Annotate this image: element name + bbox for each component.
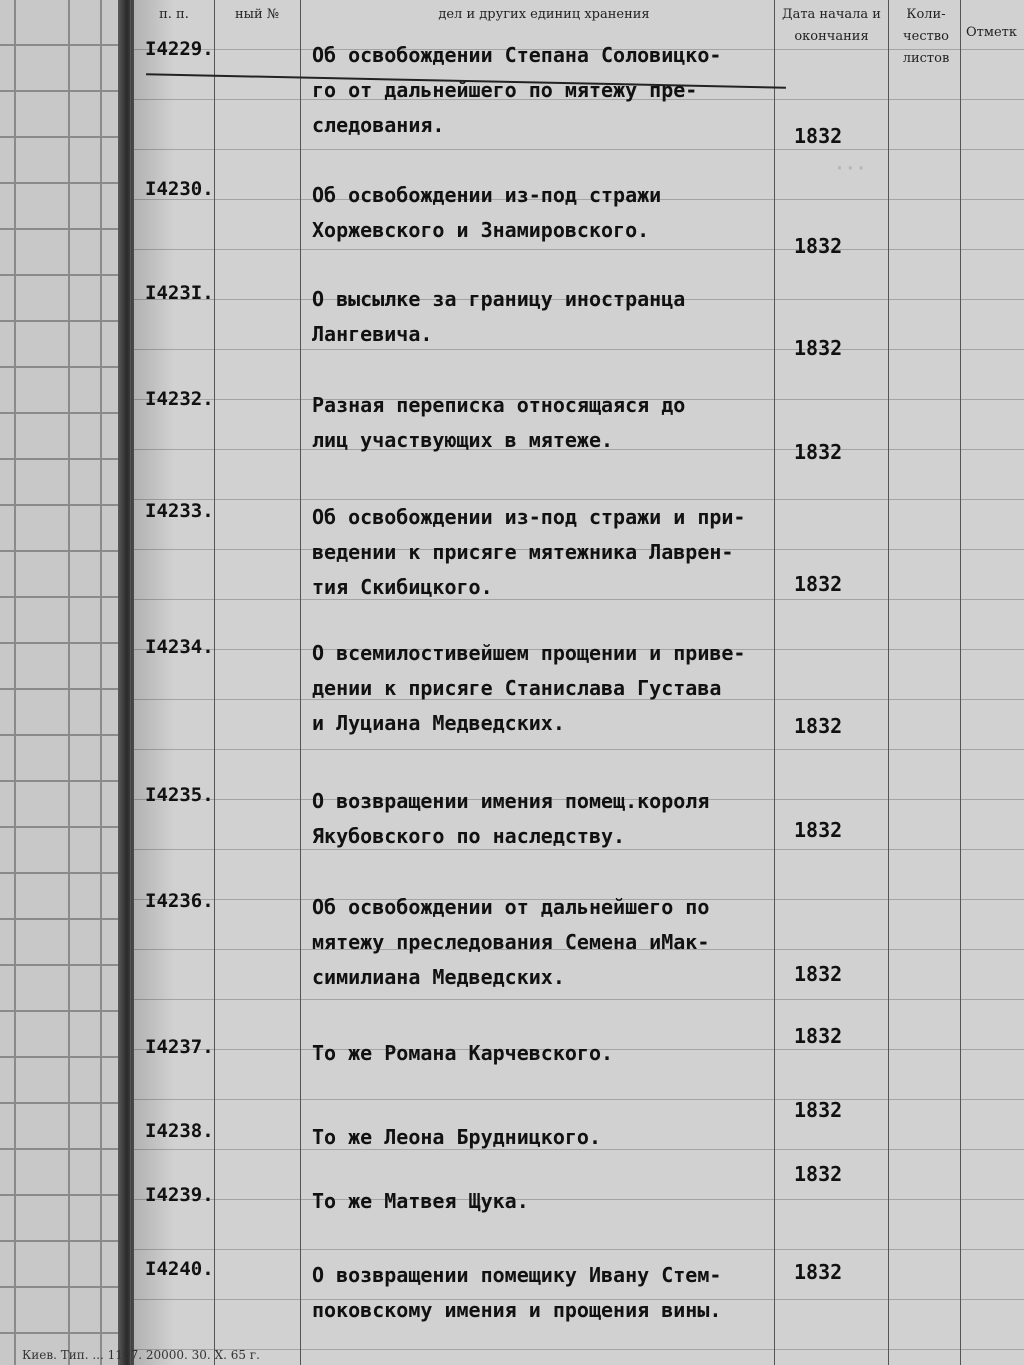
entry-date: 1832	[794, 1024, 843, 1048]
header-col-prev-number: ный №	[234, 7, 280, 22]
entry-title: То же Леона Брудницкого.	[312, 1125, 601, 1149]
entry-date: 1832	[794, 440, 843, 464]
entry-date: 1832	[794, 1260, 843, 1284]
entry-title: Об освобождении из-под стражи Хоржевского и Знамировского.	[312, 183, 662, 242]
header-col-title: дел и других единиц хранения	[438, 7, 650, 22]
entry-title: То же Матвея Щука.	[312, 1189, 529, 1213]
bleed-through-text: ···	[834, 158, 867, 179]
entry-title: Разная переписка относящаяся до лиц участвующих в мятеже.	[312, 393, 686, 452]
entry-number: I4238.	[145, 1120, 214, 1142]
entry-number: I4239.	[145, 1184, 214, 1206]
header-col-date: Дата начала и окончания	[782, 7, 881, 44]
entry-number: I423I.	[145, 282, 214, 304]
register-page	[134, 0, 1024, 1365]
entry-title: Об освобождении из-под стражи и при- ведении к присяге мятежника Лаврен- тия Скибицкого.	[312, 505, 746, 599]
entry-title: То же Романа Карчевского.	[312, 1041, 614, 1065]
entry-title: О всемилостивейшем прощении и приве- дении к присяге Станислава Густава и Луциана Медведских.	[312, 641, 746, 735]
entry-date: 1832	[794, 818, 843, 842]
entry-number: I4230.	[145, 178, 214, 200]
entry-number: I4229.	[145, 38, 214, 60]
entry-date: 1832	[794, 962, 843, 986]
entry-title: О возвращении имения помещ.короля Якубовского по наследству.	[312, 789, 710, 848]
header-col-notes: Отметк	[966, 25, 1017, 40]
entry-number: I4235.	[145, 784, 214, 806]
printer-imprint: Киев. Тип. ... 1107. 20000. 30. X. 65 г.	[22, 1348, 260, 1362]
entry-date: 1832	[794, 336, 843, 360]
entry-title: Об освобождении от дальнейшего по мятежу преследования Семена иМак- симилиана Медведских.	[312, 895, 710, 989]
entry-date: 1832	[794, 714, 843, 738]
entry-number: I4234.	[145, 636, 214, 658]
entry-title: Об освобождении Степана Соловицко- го от дальнейшего по мятежу пре- следования.	[312, 43, 722, 137]
header-col-sheets: Коли- чество листов	[902, 7, 950, 66]
entry-number: I4233.	[145, 500, 214, 522]
entry-title: О высылке за границу иностранца Лангевича.	[312, 287, 686, 346]
header-col-number: п. п.	[159, 7, 189, 22]
entry-date: 1832	[794, 234, 843, 258]
entry-date: 1832	[794, 1162, 843, 1186]
entry-number: I4236.	[145, 890, 214, 912]
entry-number: I4237.	[145, 1036, 214, 1058]
entry-date: 1832	[794, 572, 843, 596]
entry-number: I4240.	[145, 1258, 214, 1280]
entry-date: 1832	[794, 1098, 843, 1122]
entry-number: I4232.	[145, 388, 214, 410]
entry-title: О возвращении помещику Ивану Стем- поковскому имения и прощения вины.	[312, 1263, 722, 1322]
entry-date: 1832	[794, 124, 843, 148]
